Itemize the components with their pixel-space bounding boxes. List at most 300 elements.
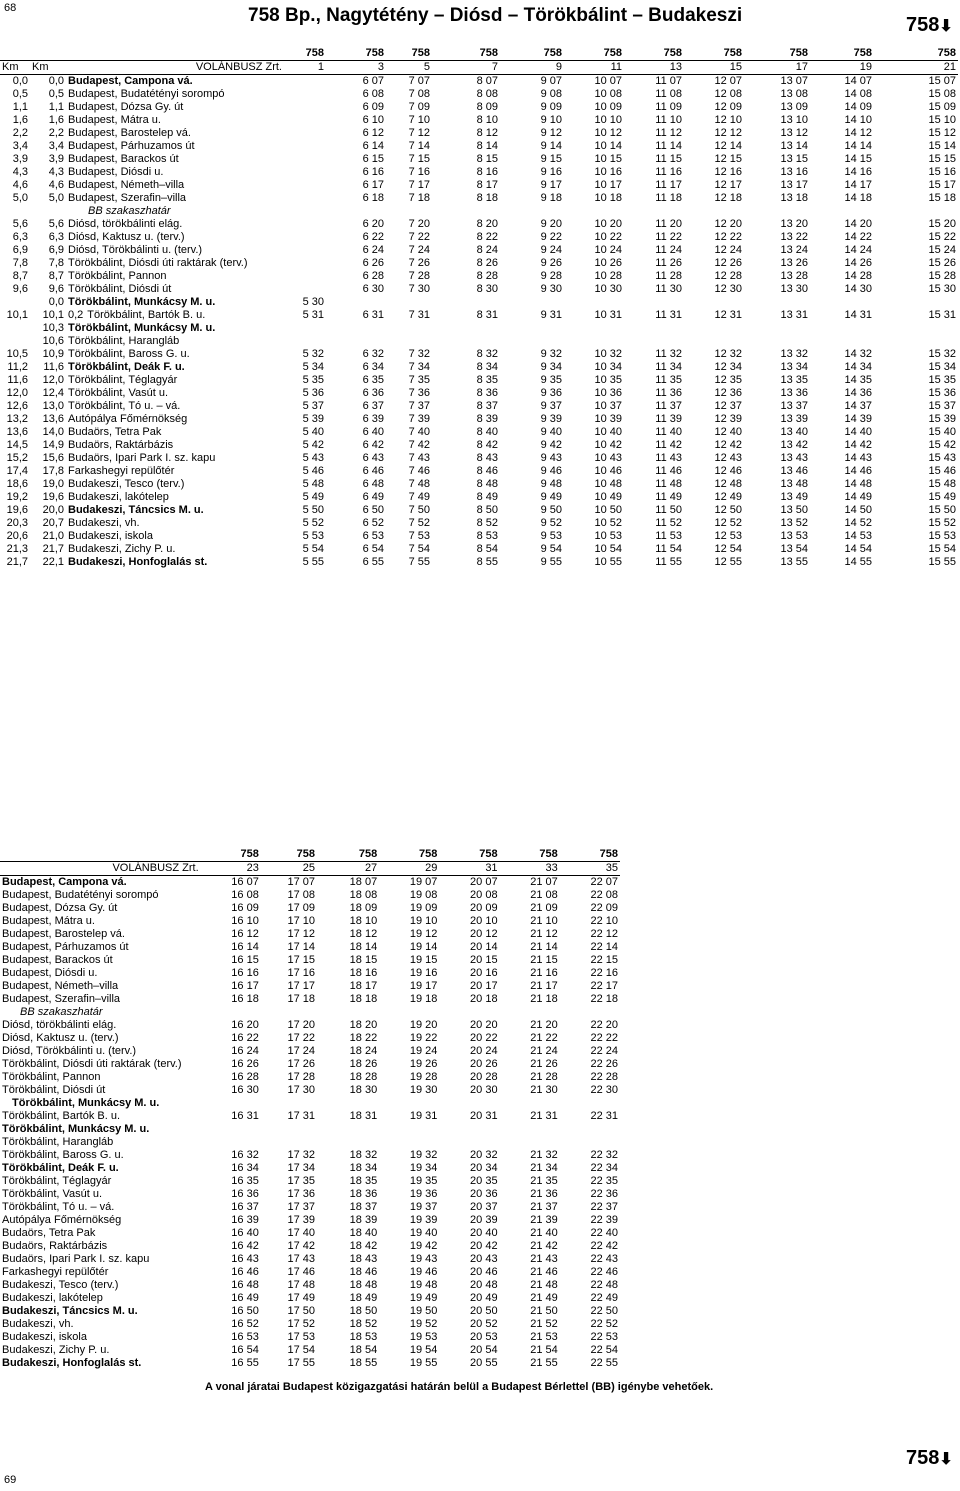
departure-time: 13 09 <box>780 101 808 113</box>
departure-time: 18 39 <box>349 1214 378 1226</box>
departure-time: 17 39 <box>287 1214 315 1226</box>
departure-time: 5 39 <box>302 413 324 425</box>
bb-boundary-row <box>0 1006 620 1019</box>
km-value: 15,6 <box>42 452 64 464</box>
departure-time: 10 15 <box>594 153 622 165</box>
departure-time: 6 48 <box>362 478 384 490</box>
stop-label: Budapest, Dózsa Gy. út <box>68 101 184 113</box>
departure-time: 18 24 <box>349 1045 378 1057</box>
departure-time: 7 48 <box>408 478 430 490</box>
departure-time: 9 40 <box>540 426 562 438</box>
departure-time: 16 46 <box>231 1266 259 1278</box>
stop-label: Budapest, Párhuzamos út <box>68 140 195 152</box>
departure-time: 18 15 <box>349 954 378 966</box>
stop-label: BB szakaszhatár <box>88 205 171 217</box>
departure-time: 6 35 <box>362 374 384 386</box>
stop-name: Budakeszi, Tesco (terv.) <box>2 1279 119 1291</box>
departure-time: 22 40 <box>590 1227 618 1239</box>
departure-time <box>261 1123 317 1136</box>
departure-time <box>810 205 874 218</box>
bb-boundary-row <box>0 205 958 218</box>
departure-time: 16 35 <box>231 1175 259 1187</box>
departure-time: 5 43 <box>302 452 324 464</box>
departure-time: 19 39 <box>409 1214 438 1226</box>
departure-time: 15 16 <box>928 166 956 178</box>
departure-time: 10 36 <box>594 387 622 399</box>
stop-name: Autópálya Főmérnökség <box>2 1214 122 1226</box>
departure-time: 7 17 <box>408 179 430 191</box>
departure-time: 19 14 <box>409 941 438 953</box>
departure-time: 16 09 <box>231 902 259 914</box>
stop-row <box>0 283 958 296</box>
departure-time <box>284 140 326 153</box>
route-number: 758 <box>240 848 259 860</box>
departure-time: 7 30 <box>408 283 430 295</box>
stop-row <box>0 413 958 426</box>
departure-time <box>564 296 624 309</box>
departure-time: 6 07 <box>362 75 384 87</box>
departure-time: 13 54 <box>780 543 808 555</box>
departure-time <box>326 322 386 335</box>
departure-time: 22 49 <box>590 1292 618 1304</box>
departure-time: 17 14 <box>287 941 315 953</box>
stop-label: Törökbálint, Téglagyár <box>68 374 178 386</box>
departure-time: 10 26 <box>594 257 622 269</box>
departure-time: 19 36 <box>409 1188 438 1200</box>
stop-name <box>66 491 284 504</box>
stop-row <box>0 426 958 439</box>
departure-time: 6 39 <box>362 413 384 425</box>
departure-time: 5 55 <box>302 556 324 568</box>
departure-time: 22 12 <box>590 928 618 940</box>
page-number-top: 68 <box>4 2 17 14</box>
departure-time: 14 24 <box>844 244 872 256</box>
stop-name: Budakeszi, iskola <box>2 1331 87 1343</box>
departure-time: 15 32 <box>928 348 956 360</box>
departure-time: 12 12 <box>714 127 742 139</box>
departure-time <box>201 1097 261 1110</box>
km-value: 20,0 <box>42 504 64 516</box>
departure-time: 9 08 <box>540 88 562 100</box>
departure-time: 15 37 <box>928 400 956 412</box>
departure-time: 16 50 <box>231 1305 259 1317</box>
departure-time: 18 52 <box>349 1318 378 1330</box>
departure-time: 8 26 <box>476 257 498 269</box>
stop-row <box>0 348 958 361</box>
departure-time: 19 46 <box>409 1266 438 1278</box>
km-value: 19,6 <box>42 491 64 503</box>
departure-time: 19 17 <box>409 980 438 992</box>
departure-time: 17 49 <box>287 1292 315 1304</box>
departure-time <box>560 1006 620 1019</box>
km-value: 13,2 <box>6 413 28 425</box>
km-value: 10,3 <box>42 322 64 334</box>
departure-time: 7 37 <box>408 400 430 412</box>
stop-label: Budaörs, Ipari Park I. sz. kapu <box>68 452 216 464</box>
timetable-evening <box>0 848 620 1370</box>
departure-time: 5 30 <box>302 296 324 308</box>
departure-time: 18 40 <box>349 1227 378 1239</box>
departure-time <box>432 205 500 218</box>
departure-time: 5 35 <box>302 374 324 386</box>
departure-time: 16 14 <box>231 941 259 953</box>
departure-time: 20 09 <box>470 902 498 914</box>
departure-time: 14 48 <box>844 478 872 490</box>
departure-time: 21 12 <box>530 928 558 940</box>
departure-time: 19 28 <box>409 1071 438 1083</box>
departure-time: 8 30 <box>476 283 498 295</box>
departure-time <box>500 322 564 335</box>
departure-time: 13 28 <box>780 270 808 282</box>
departure-time: 18 43 <box>349 1253 378 1265</box>
departure-time <box>500 335 564 348</box>
stop-row <box>0 1357 620 1370</box>
km-value: 17,8 <box>42 465 64 477</box>
km-value: 8,7 <box>48 270 64 282</box>
departure-time <box>560 1123 620 1136</box>
departure-time: 12 16 <box>714 166 742 178</box>
stop-name: Budapest, Barostelep vá. <box>2 928 125 940</box>
departure-time <box>284 257 326 270</box>
departure-time: 9 55 <box>540 556 562 568</box>
departure-time: 12 20 <box>714 218 742 230</box>
departure-time <box>432 335 500 348</box>
stop-name: Diósd, Kaktusz u. (terv.) <box>2 1032 119 1044</box>
stop-name <box>66 530 284 543</box>
departure-time <box>386 335 432 348</box>
route-number: 758 <box>937 47 956 59</box>
departure-time: 14 36 <box>844 387 872 399</box>
km-value: 12,0 <box>42 374 64 386</box>
departure-time: 9 16 <box>540 166 562 178</box>
departure-time: 21 09 <box>530 902 558 914</box>
departure-time: 5 54 <box>302 543 324 555</box>
departure-time: 16 53 <box>231 1331 259 1343</box>
departure-time: 7 16 <box>408 166 430 178</box>
stop-row <box>0 1097 620 1110</box>
stop-row <box>0 556 958 569</box>
departure-time: 16 18 <box>231 993 259 1005</box>
km-value: 6,9 <box>48 244 64 256</box>
departure-time: 12 48 <box>714 478 742 490</box>
departure-time <box>744 335 810 348</box>
departure-time: 19 34 <box>409 1162 438 1174</box>
km-value: 10,6 <box>42 335 64 347</box>
departure-time: 21 37 <box>530 1201 558 1213</box>
departure-time <box>201 1006 261 1019</box>
stop-name <box>66 504 284 517</box>
route-badge-number: 758 <box>906 1447 940 1469</box>
stop-name: Budapest, Mátra u. <box>2 915 95 927</box>
departure-time: 18 10 <box>349 915 378 927</box>
km-value: 1,6 <box>12 114 28 126</box>
departure-time: 17 40 <box>287 1227 315 1239</box>
departure-time: 7 49 <box>408 491 430 503</box>
departure-time: 8 15 <box>476 153 498 165</box>
km-value <box>0 296 30 309</box>
departure-time: 12 40 <box>714 426 742 438</box>
departure-time: 13 32 <box>780 348 808 360</box>
stop-row <box>0 1045 620 1058</box>
departure-time: 18 14 <box>349 941 378 953</box>
departure-time: 14 15 <box>844 153 872 165</box>
departure-time <box>744 322 810 335</box>
departure-time: 20 08 <box>470 889 498 901</box>
stop-row <box>0 1136 620 1149</box>
km-value: 12,4 <box>42 387 64 399</box>
departure-time: 13 30 <box>780 283 808 295</box>
departure-time: 15 09 <box>928 101 956 113</box>
route-number: 758 <box>603 47 622 59</box>
departure-time: 7 31 <box>408 309 430 321</box>
departure-time: 20 54 <box>470 1344 498 1356</box>
departure-time: 21 46 <box>530 1266 558 1278</box>
km-value: 21,0 <box>42 530 64 542</box>
stop-row <box>0 491 958 504</box>
departure-time: 14 55 <box>844 556 872 568</box>
departure-time <box>624 335 684 348</box>
departure-time: 11 30 <box>655 283 682 295</box>
departure-time: 20 35 <box>470 1175 498 1187</box>
departure-time: 19 49 <box>409 1292 438 1304</box>
trip-number-row <box>0 61 958 75</box>
stop-name <box>66 296 284 309</box>
departure-time: 22 42 <box>590 1240 618 1252</box>
departure-time: 9 14 <box>540 140 562 152</box>
departure-time: 11 31 <box>655 309 682 321</box>
down-arrow-icon: ⬇ <box>939 1451 953 1468</box>
stop-row <box>0 192 958 205</box>
departure-time: 21 49 <box>530 1292 558 1304</box>
departure-time: 8 36 <box>476 387 498 399</box>
departure-time: 20 49 <box>470 1292 498 1304</box>
route-badge-bottom <box>906 1447 953 1470</box>
stop-row <box>0 993 620 1006</box>
stop-name <box>66 322 284 335</box>
departure-time: 12 42 <box>714 439 742 451</box>
departure-time: 7 55 <box>408 556 430 568</box>
departure-time: 15 17 <box>928 179 956 191</box>
departure-time: 14 22 <box>844 231 872 243</box>
departure-time: 8 10 <box>476 114 498 126</box>
km-value: 12,0 <box>6 387 28 399</box>
stop-name: BB szakaszhatár <box>20 1006 103 1018</box>
departure-time: 13 37 <box>780 400 808 412</box>
stop-row <box>0 967 620 980</box>
departure-time: 19 18 <box>409 993 438 1005</box>
departure-time: 7 40 <box>408 426 430 438</box>
stop-row <box>0 439 958 452</box>
departure-time: 6 52 <box>362 517 384 529</box>
departure-time <box>261 1136 317 1149</box>
trip-number: 13 <box>624 61 684 75</box>
departure-time: 8 40 <box>476 426 498 438</box>
stop-row <box>0 941 620 954</box>
departure-time: 16 42 <box>231 1240 259 1252</box>
departure-time <box>500 205 564 218</box>
departure-time: 19 09 <box>409 902 438 914</box>
stop-label: Budapest, Barackos út <box>68 153 179 165</box>
departure-time: 13 31 <box>780 309 808 321</box>
departure-time: 13 52 <box>780 517 808 529</box>
departure-time: 12 18 <box>714 192 742 204</box>
departure-time: 7 12 <box>408 127 430 139</box>
stop-row <box>0 179 958 192</box>
departure-time: 5 46 <box>302 465 324 477</box>
stop-row <box>0 88 958 101</box>
departure-time <box>439 1097 499 1110</box>
stop-row <box>0 1123 620 1136</box>
stop-label: Budakeszi, Táncsics M. u. <box>68 504 204 516</box>
departure-time: 8 52 <box>476 517 498 529</box>
departure-time: 12 32 <box>714 348 742 360</box>
departure-time: 15 49 <box>928 491 956 503</box>
departure-time: 14 14 <box>844 140 872 152</box>
route-number: 758 <box>365 47 384 59</box>
departure-time: 10 28 <box>594 270 622 282</box>
departure-time: 22 36 <box>590 1188 618 1200</box>
departure-time: 8 49 <box>476 491 498 503</box>
departure-time: 22 43 <box>590 1253 618 1265</box>
departure-time: 7 18 <box>408 192 430 204</box>
departure-time: 8 46 <box>476 465 498 477</box>
departure-time: 17 20 <box>287 1019 315 1031</box>
departure-time: 21 48 <box>530 1279 558 1291</box>
departure-time: 8 34 <box>476 361 498 373</box>
departure-time: 7 50 <box>408 504 430 516</box>
stop-name <box>66 400 284 413</box>
km-value: 5,0 <box>48 192 64 204</box>
departure-time <box>284 218 326 231</box>
departure-time: 10 53 <box>594 530 622 542</box>
departure-time: 9 52 <box>540 517 562 529</box>
departure-time: 22 26 <box>590 1058 618 1070</box>
departure-time: 18 09 <box>349 902 378 914</box>
departure-time: 15 46 <box>928 465 956 477</box>
departure-time: 13 07 <box>780 75 808 87</box>
departure-time: 17 37 <box>287 1201 315 1213</box>
stop-name <box>66 140 284 153</box>
stop-row <box>0 1331 620 1344</box>
departure-time: 14 46 <box>844 465 872 477</box>
stop-name <box>66 153 284 166</box>
departure-time: 14 16 <box>844 166 872 178</box>
departure-time <box>624 296 684 309</box>
stop-row <box>0 980 620 993</box>
stop-label: Budapest, Budatétényi sorompó <box>68 88 225 100</box>
departure-time: 17 12 <box>287 928 315 940</box>
footnote: A vonal járatai Budapest közigazgatási határán belül a Budapest Bérlettel (BB) igénybe vehetőek. <box>205 1381 714 1393</box>
departure-time: 22 16 <box>590 967 618 979</box>
stop-name <box>66 270 284 283</box>
departure-time: 17 28 <box>287 1071 315 1083</box>
departure-time: 15 10 <box>928 114 956 126</box>
km-value: 18,6 <box>6 478 28 490</box>
departure-time: 14 12 <box>844 127 872 139</box>
trip-number: 31 <box>439 862 499 876</box>
departure-time <box>284 153 326 166</box>
departure-time: 19 42 <box>409 1240 438 1252</box>
stop-row <box>0 465 958 478</box>
departure-time: 5 53 <box>302 530 324 542</box>
departure-time: 10 14 <box>594 140 622 152</box>
trip-number: 5 <box>386 61 432 75</box>
departure-time: 8 39 <box>476 413 498 425</box>
departure-time: 5 49 <box>302 491 324 503</box>
stop-name <box>66 192 284 205</box>
km-value: 19,0 <box>42 478 64 490</box>
departure-time: 18 49 <box>349 1292 378 1304</box>
empty-cell <box>0 848 201 862</box>
departure-time: 21 26 <box>530 1058 558 1070</box>
departure-time: 12 34 <box>714 361 742 373</box>
departure-time: 11 26 <box>655 257 682 269</box>
departure-time: 17 50 <box>287 1305 315 1317</box>
departure-time: 9 26 <box>540 257 562 269</box>
stop-label: Budapest, Diósdi u. <box>68 166 164 178</box>
departure-time <box>810 322 874 335</box>
departure-time: 11 10 <box>655 114 682 126</box>
stop-label: Diósd, törökbálinti elág. <box>68 218 183 230</box>
departure-time: 10 12 <box>594 127 622 139</box>
departure-time: 16 34 <box>231 1162 259 1174</box>
stop-name <box>66 348 284 361</box>
departure-time: 18 48 <box>349 1279 378 1291</box>
km-value: 4,3 <box>12 166 28 178</box>
departure-time: 20 31 <box>470 1110 498 1122</box>
stop-row <box>0 530 958 543</box>
departure-time: 11 55 <box>655 556 682 568</box>
stop-row <box>0 361 958 374</box>
departure-time: 19 08 <box>409 889 438 901</box>
stop-name <box>66 387 284 400</box>
departure-time: 21 18 <box>530 993 558 1005</box>
departure-time: 7 20 <box>408 218 430 230</box>
stop-row <box>0 1162 620 1175</box>
departure-time: 21 54 <box>530 1344 558 1356</box>
departure-time: 7 10 <box>408 114 430 126</box>
departure-time: 7 32 <box>408 348 430 360</box>
departure-time: 19 53 <box>409 1331 438 1343</box>
trip-number: 15 <box>684 61 744 75</box>
trip-number: 17 <box>744 61 810 75</box>
departure-time: 9 36 <box>540 387 562 399</box>
departure-time <box>284 179 326 192</box>
stop-label: Budapest, Szerafin–villa <box>68 192 187 204</box>
departure-time: 7 28 <box>408 270 430 282</box>
departure-time: 11 54 <box>655 543 682 555</box>
departure-time: 8 37 <box>476 400 498 412</box>
departure-time: 16 39 <box>231 1214 259 1226</box>
trip-number: 9 <box>500 61 564 75</box>
departure-time <box>284 75 326 89</box>
departure-time: 21 52 <box>530 1318 558 1330</box>
departure-time: 6 28 <box>362 270 384 282</box>
departure-time: 13 36 <box>780 387 808 399</box>
departure-time: 10 40 <box>594 426 622 438</box>
departure-time: 21 53 <box>530 1331 558 1343</box>
km-value: 1,1 <box>12 101 28 113</box>
departure-time <box>386 296 432 309</box>
departure-time: 19 16 <box>409 967 438 979</box>
departure-time: 20 32 <box>470 1149 498 1161</box>
departure-time: 15 39 <box>928 413 956 425</box>
departure-time <box>744 296 810 309</box>
departure-time: 16 48 <box>231 1279 259 1291</box>
km-value: 6,3 <box>48 231 64 243</box>
departure-time: 18 32 <box>349 1149 378 1161</box>
departure-time: 8 50 <box>476 504 498 516</box>
